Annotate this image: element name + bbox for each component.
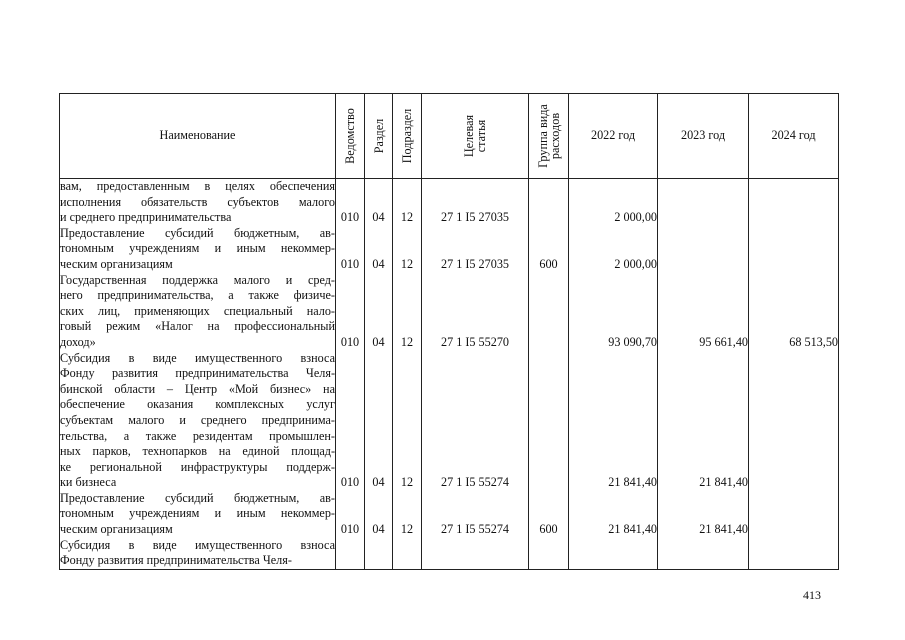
name-line: Государственная поддержка малого и сред- — [60, 272, 335, 287]
table-header-row — [60, 94, 839, 179]
name-line: тономным учреждениям и иным некоммер- — [60, 506, 335, 521]
table-row — [60, 491, 839, 538]
cell-subsection — [393, 538, 422, 570]
budget-table — [59, 93, 839, 570]
name-line: Фонду развития предпринимательства Челя- — [60, 366, 335, 381]
cell-2023: 21 841,40 — [658, 491, 749, 538]
name-line: Фонду развития предпринимательства Челя- — [60, 553, 292, 568]
name-line: субъектам малого и среднего предпринима- — [60, 412, 335, 427]
table-row — [60, 273, 839, 351]
cell-2022: 2 000,00 — [569, 226, 658, 273]
name-line: него предпринимательства, а также физиче- — [60, 288, 335, 303]
cell-expense-group — [529, 273, 569, 351]
header-2023: 2023 год — [658, 94, 749, 179]
cell-2023 — [658, 538, 749, 570]
cell-subsection: 12 — [393, 179, 422, 226]
cell-section: 04 — [365, 226, 393, 273]
cell-expense-group — [529, 179, 569, 226]
name-line: обеспечение оказания комплексных услуг — [60, 397, 335, 412]
cell-expense-group — [529, 538, 569, 570]
cell-section: 04 — [365, 179, 393, 226]
cell-target: 27 1 I5 27035 — [422, 226, 529, 273]
name-line: тельства, а также резидентам промышлен- — [60, 428, 335, 443]
cell-subsection: 12 — [393, 226, 422, 273]
cell-2023: 21 841,40 — [658, 351, 749, 491]
cell-section: 04 — [365, 273, 393, 351]
cell-2022: 21 841,40 — [569, 351, 658, 491]
cell-2023 — [658, 226, 749, 273]
cell-2024 — [749, 179, 839, 226]
cell-2022: 21 841,40 — [569, 491, 658, 538]
table-row — [60, 351, 839, 491]
header-name: Наименование — [60, 94, 336, 179]
cell-dept: 010 — [336, 351, 365, 491]
cell-target: 27 1 I5 55274 — [422, 491, 529, 538]
page-number: 413 — [803, 588, 821, 602]
name-line: говый режим «Налог на профессиональный — [60, 319, 335, 334]
name-line: ских лиц, применяющих специальный нало- — [60, 303, 335, 318]
name-line: Предоставление субсидий бюджетным, ав- — [60, 490, 335, 505]
name-line: ке региональной инфраструктуры поддерж- — [60, 459, 335, 474]
cell-name — [60, 491, 336, 538]
name-line: Субсидия в виде имущественного взноса — [60, 350, 335, 365]
table-row — [60, 538, 839, 570]
name-line: вам, предоставленным в целях обеспечения — [60, 179, 335, 193]
name-line: ных парков, технопарков на единой площад- — [60, 444, 335, 459]
cell-dept — [336, 538, 365, 570]
cell-2022: 93 090,70 — [569, 273, 658, 351]
name-line: Предоставление субсидий бюджетным, ав- — [60, 225, 335, 240]
cell-expense-group: 600 — [529, 491, 569, 538]
cell-subsection: 12 — [393, 491, 422, 538]
cell-2024 — [749, 491, 839, 538]
cell-subsection: 12 — [393, 273, 422, 351]
name-line: бинской области – Центр «Мой бизнес» на — [60, 381, 335, 396]
cell-section: 04 — [365, 491, 393, 538]
name-line: тономным учреждениям и иным некоммер- — [60, 241, 335, 256]
name-line: ческим организациям — [60, 522, 173, 537]
header-dept: Ведомство — [336, 94, 365, 179]
cell-2022: 2 000,00 — [569, 179, 658, 226]
cell-dept: 010 — [336, 226, 365, 273]
header-section: Раздел — [365, 94, 393, 179]
cell-target: 27 1 I5 27035 — [422, 179, 529, 226]
table-body — [60, 179, 839, 570]
name-line: доход» — [60, 334, 96, 349]
cell-dept: 010 — [336, 179, 365, 226]
cell-2023: 95 661,40 — [658, 273, 749, 351]
cell-subsection: 12 — [393, 351, 422, 491]
cell-section: 04 — [365, 351, 393, 491]
header-target: Целевая статья — [422, 94, 529, 179]
cell-target: 27 1 I5 55274 — [422, 351, 529, 491]
cell-dept: 010 — [336, 273, 365, 351]
cell-section — [365, 538, 393, 570]
cell-name — [60, 538, 336, 570]
cell-name — [60, 351, 336, 491]
name-line: ки бизнеса — [60, 475, 117, 490]
header-2022: 2022 год — [569, 94, 658, 179]
cell-dept: 010 — [336, 491, 365, 538]
cell-2024 — [749, 538, 839, 570]
name-line: ческим организациям — [60, 256, 173, 271]
cell-target — [422, 538, 529, 570]
cell-2022 — [569, 538, 658, 570]
cell-name — [60, 273, 336, 351]
cell-2024 — [749, 226, 839, 273]
name-line: исполнения обязательств субъектов малого — [60, 194, 335, 209]
name-line: Субсидия в виде имущественного взноса — [60, 537, 335, 552]
header-subsection: Подраздел — [393, 94, 422, 179]
table-row — [60, 179, 839, 226]
cell-target: 27 1 I5 55270 — [422, 273, 529, 351]
cell-2024: 68 513,50 — [749, 273, 839, 351]
cell-2024 — [749, 351, 839, 491]
header-expense-group: Группа вида расходов — [529, 94, 569, 179]
cell-2023 — [658, 179, 749, 226]
name-line: и среднего предпринимательства — [60, 210, 232, 225]
cell-expense-group: 600 — [529, 226, 569, 273]
header-2024: 2024 год — [749, 94, 839, 179]
cell-name — [60, 226, 336, 273]
cell-expense-group — [529, 351, 569, 491]
table-row — [60, 226, 839, 273]
cell-name — [60, 179, 336, 226]
